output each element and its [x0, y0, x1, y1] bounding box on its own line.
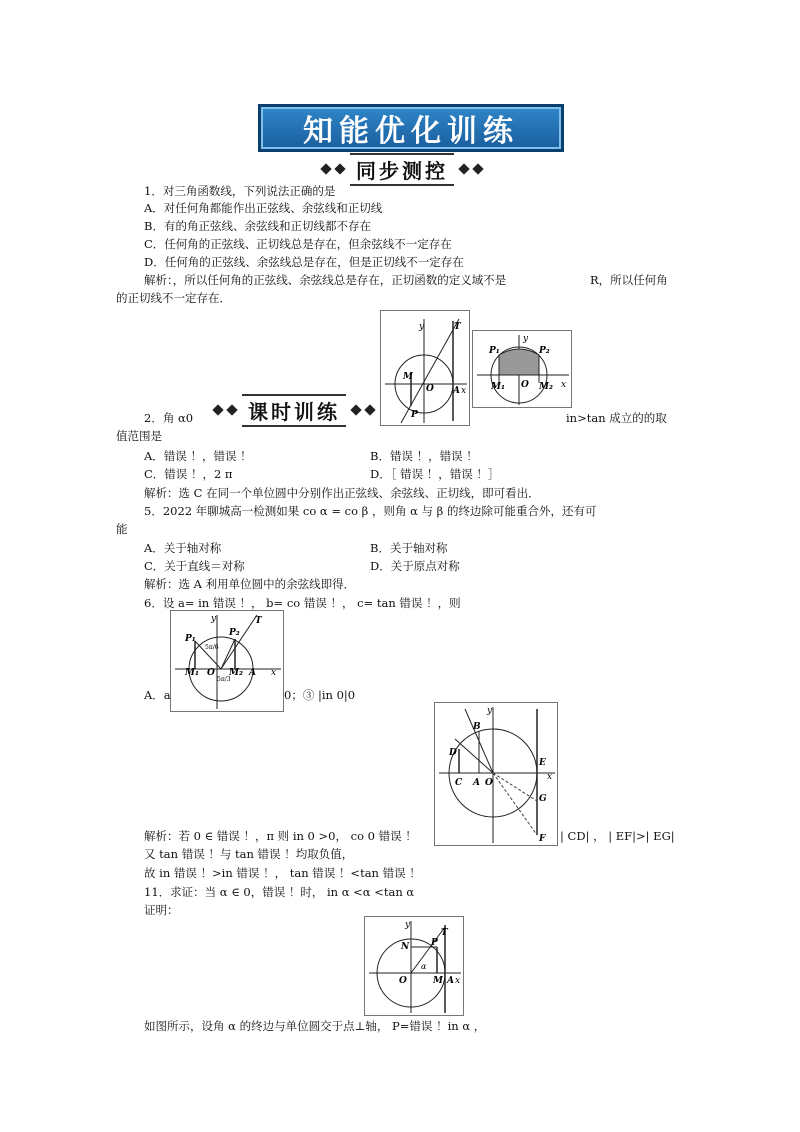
svg-text:G: G [539, 794, 547, 804]
svg-text:O: O [521, 380, 529, 390]
svg-text:O: O [399, 976, 407, 986]
banner-title-text: 知能优化训练 [303, 114, 519, 149]
fig3-angle-label: 5π/6 [205, 644, 219, 651]
section-title-lesson: 课时训练 [242, 394, 346, 427]
question-6: 6．设 a= in 错误 ！， b= co 错误 ！， c= tan 错误 ！，则 [144, 596, 461, 610]
svg-text:x: x [455, 976, 461, 986]
svg-text:A: A [447, 976, 454, 986]
option-2d: D．［ 错误 ！，错误 ！］ [370, 467, 500, 481]
diamond-icon [226, 404, 237, 415]
diamond-icon [212, 404, 223, 415]
svg-text:N: N [401, 942, 410, 952]
answer-5: 解析：选 A 利用单位圆中的余弦线即得． [144, 577, 356, 591]
svg-text:α: α [421, 962, 427, 971]
option-5d: D．关于原点对称 [370, 559, 460, 573]
svg-text:y: y [405, 920, 411, 930]
diamond-icon [334, 163, 345, 174]
diamond-icon [350, 404, 361, 415]
option-1a: A．对任何角都能作出正弦线、余弦线和正切线 [144, 201, 383, 215]
answer-6-line2: 又 tan 错误 ！与 tan 错误 ！均取负值， [144, 847, 354, 861]
question-2: 2．角 α0 [144, 411, 194, 425]
option-5a: A．关于轴对称 [144, 541, 222, 555]
question-5-end: 能 [116, 522, 128, 536]
fig1-a-label: A [453, 386, 460, 396]
question-2-cont: in>tan 成立的的取 [566, 411, 667, 425]
figure-unit-circle-angles [170, 610, 284, 712]
svg-text:F: F [539, 834, 546, 844]
option-6b: 0；③ |in 0|0 [284, 688, 356, 702]
svg-text:O: O [207, 668, 215, 678]
svg-text:A: A [249, 668, 256, 678]
fig1-x-label: x [461, 386, 467, 396]
answer-6-cont: | CD| ， | EF|>| EG| [560, 829, 675, 843]
svg-text:T: T [441, 928, 448, 938]
question-5: 5．2022 年聊城高一检测如果 co α = co β ，则角 α 与 β 的终边除可能重合外，还有可 [144, 504, 597, 518]
svg-text:B: B [473, 722, 481, 732]
svg-text:P₂: P₂ [539, 346, 550, 356]
section-ribbon-lesson [214, 397, 374, 423]
question-11: 11．求证：当 α ∈ 0，错误 ！时， in α <α <tan α [144, 885, 415, 899]
question-2-end: 值范围是 [116, 429, 162, 443]
svg-text:E: E [539, 758, 546, 768]
option-5b: B．关于轴对称 [370, 541, 448, 555]
svg-text:P₁: P₁ [185, 634, 196, 644]
answer-1: 解析：，所以任何角的正弦线、余弦线总是存在，正切函数的定义域不是 [144, 273, 507, 287]
option-5c: C．关于直线＝对称 [144, 559, 245, 573]
svg-text:y: y [523, 334, 529, 344]
answer-1-cont: R，所以任何角 [590, 273, 668, 287]
svg-text:O: O [485, 778, 493, 788]
option-1c: C．任何角的正弦线、正切线总是存在，但余弦线不一定存在 [144, 237, 452, 251]
svg-text:M₂: M₂ [229, 668, 243, 678]
fig1-y-label: y [419, 322, 425, 332]
svg-text:P: P [431, 938, 438, 948]
question-1: 1．对三角函数线，下列说法正确的是 [144, 184, 336, 198]
svg-text:x: x [271, 668, 277, 678]
svg-text:T: T [255, 616, 262, 626]
svg-text:M₂: M₂ [539, 382, 553, 392]
diamond-icon [364, 404, 375, 415]
banner-title [258, 104, 564, 152]
figure-unit-circle-lines [434, 702, 558, 846]
section-title-sync: 同步测控 [350, 153, 454, 186]
option-2b: B．错误 ！，错误 ！ [370, 449, 478, 463]
svg-text:5π/3: 5π/3 [217, 676, 231, 683]
svg-text:P₁: P₁ [489, 346, 500, 356]
diamond-icon [458, 163, 469, 174]
fig1-p-label: P [411, 410, 418, 420]
answer-1-end: 的正切线不一定存在． [116, 291, 231, 305]
svg-text:y: y [211, 614, 217, 624]
svg-text:x: x [547, 772, 553, 782]
proof-label: 证明： [144, 903, 179, 917]
svg-text:M₁: M₁ [491, 382, 505, 392]
svg-text:M: M [433, 976, 443, 986]
fig1-m-label: M [403, 372, 413, 382]
option-1b: B．有的角正弦线、余弦线和正切线都不存在 [144, 219, 371, 233]
option-2c: C．错误 ！，2 π [144, 467, 233, 481]
svg-text:A: A [473, 778, 480, 788]
figure-unit-circle-tangent [380, 310, 470, 426]
option-1d: D．任何角的正弦线、余弦线总是存在，但是正切线不一定存在 [144, 255, 464, 269]
answer-6: 解析：若 0 ∈ 错误 ！，π 则 in 0 >0， co 0 错误 ！ [144, 829, 417, 843]
diamond-icon [320, 163, 331, 174]
option-6a: A．a [144, 688, 171, 702]
option-2a: A．错误 ！，错误 ！ [144, 449, 252, 463]
answer-6-line3: 故 in 错误 ！>in 错误 ！， tan 错误 ！<tan 错误 ！ [144, 866, 421, 880]
svg-text:C: C [455, 778, 463, 788]
svg-text:D: D [449, 748, 457, 758]
svg-text:x: x [561, 380, 567, 390]
figure-unit-circle-shaded [472, 330, 572, 408]
fig1-t-label: T [454, 322, 461, 332]
proof-text: 如图所示，设角 α 的终边与单位圆交于点⊥轴， P=错误 ！in α ， [144, 1019, 486, 1033]
section-ribbon-sync [322, 156, 482, 182]
svg-text:y: y [487, 706, 493, 716]
figure-unit-circle-proof [364, 916, 464, 1016]
diamond-icon [472, 163, 483, 174]
answer-2: 解析：选 C 在同一个单位圆中分别作出正弦线、余弦线、正切线，即可看出． [144, 486, 540, 500]
svg-text:M₁: M₁ [185, 668, 199, 678]
fig1-o-label: O [426, 384, 434, 394]
svg-text:P₂: P₂ [229, 628, 240, 638]
